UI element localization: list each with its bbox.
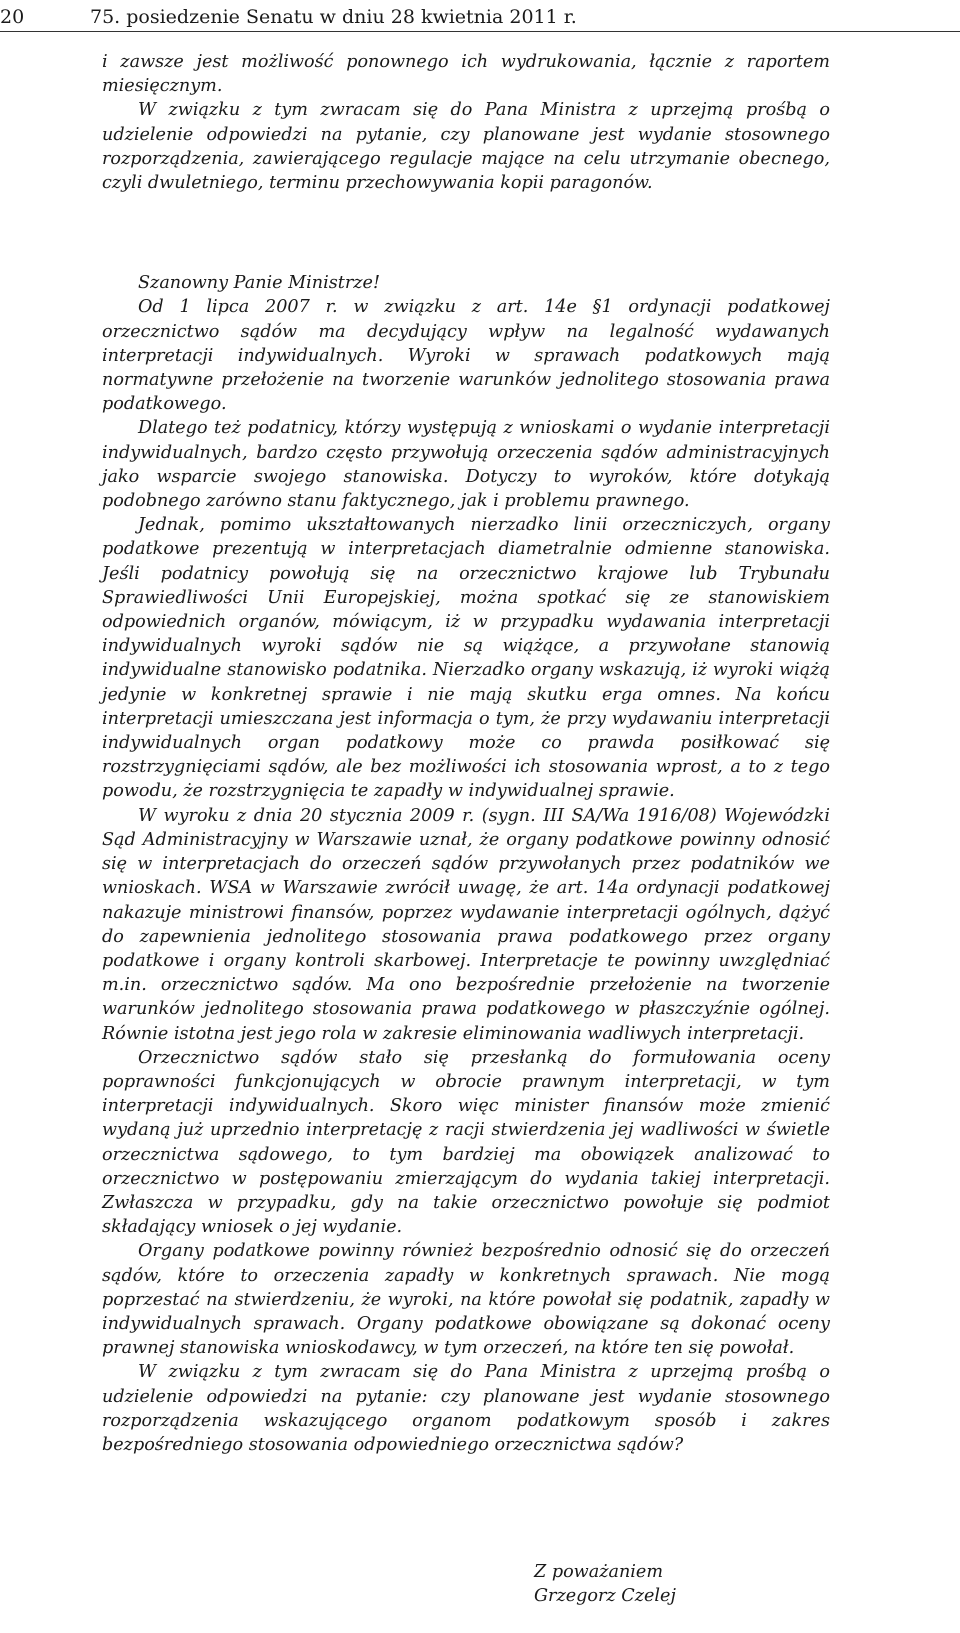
document-body — [102, 50, 830, 1457]
paragraph: Jednak, pomimo ukształtowanych nierzadko linii orzeczniczych, organy podatkowe prezentują w interpretacjach diametralnie odmienne stanowiska. Jeśli podatnicy powołują się na orzecznictwo krajowe lub Trybunału Sprawiedliwości Unii Europejskiej, można spotkać się ze stanowiskiem odpowiednich organów, mówiącym, iż w przypadku wydawania interpretacji indywidualnych wyroki sądów nie są wiążące, a przywołane stanowią indywidualne stanowisko podatnika. Nierzadko organy wskazują, iż wyroki wiążą jedynie w konkretnej sprawie i nie mają skutku erga omnes. Na końcu interpretacji umieszczana jest informacja o tym, że przy wydawaniu interpretacji indywidualnych organ podatkowy może co prawda posiłkować się rozstrzygnięciami sądów, ale bez możliwości ich stosowania wprost, a to z tego powodu, że rozstrzygnięcia te zapadły w indywidualnej sprawie. — [102, 515, 830, 802]
page-number: 20 — [0, 6, 25, 28]
paragraph: Organy podatkowe powinny również bezpośrednio odnosić się do orzeczeń sądów, które to orzeczenia zapadły w konkretnych sprawach. Nie mogą poprzestać na stwierdzeniu, że wyroki, na które powołał się podatnik, zapadły w indywidualnych sprawach. Organy podatkowe obowiązane są dokonać oceny prawnej stanowiska wnioskodawcy, w tym orzeczeń, na które ten się powołał. — [102, 1241, 830, 1359]
signatory-name: Grzegorz Czelej — [534, 1586, 676, 1607]
paragraph: W związku z tym zwracam się do Pana Ministra z uprzejmą prośbą o udzielenie odpowiedzi na pytanie, czy planowane jest wydanie stosownego rozporządzenia, zawierającego regulacje mające na celu utrzymanie obecnego, czyli dwuletniego, terminu przechowywania kopii paragonów. — [102, 100, 830, 194]
header-rule — [0, 31, 960, 32]
paragraph: Od 1 lipca 2007 r. w związku z art. 14e §1 ordynacji podatkowej orzecznictwo sądów ma decydujący wpływ na legalność wydawanych interpretacji indywidualnych. Wyroki w sprawach podatkowych mają normatywne przełożenie na tworzenie warunków jednolitego stosowania prawa podatkowego. — [102, 297, 830, 415]
section-gap — [102, 195, 830, 271]
running-title: 75. posiedzenie Senatu w dniu 28 kwietnia 2011 r. — [90, 6, 577, 28]
running-header — [0, 0, 960, 34]
paragraph: W związku z tym zwracam się do Pana Ministra z uprzejmą prośbą o udzielenie odpowiedzi na pytanie: czy planowane jest wydanie stosownego rozporządzenia wskazującego organom podatkowym sposób i zakres bezpośredniego stosowania odpowiedniego orzecznictwa sądów? — [102, 1362, 830, 1455]
paragraph: Dlatego też podatnicy, którzy występują z wnioskami o wydanie interpretacji indywidualnych, bardzo często przywołują orzeczenia sądów administracyjnych jako wsparcie swojego stanowiska. Dotyczy to wyroków, które dotykają podobnego zarówno stanu faktycznego, jak i problemu prawnego. — [102, 418, 830, 512]
closing-formula: Z poważaniem — [534, 1562, 664, 1582]
salutation: Szanowny Panie Ministrze! — [138, 273, 381, 294]
paragraph: i zawsze jest możliwość ponownego ich wydrukowania, łącznie z raportem miesięcznym. — [102, 52, 830, 97]
paragraph: W wyroku z dnia 20 stycznia 2009 r. (sygn. III SA/Wa 1916/08) Wojewódzki Sąd Administracyjny w Warszawie uznał, że organy podatkowe powinny odnosić się w interpretacjach do orzeczeń sądów przywołanych przez podatników we wnioskach. WSA w Warszawie zwrócił uwagę, że art. 14a ordynacji podatkowej nakazuje ministrowi finansów, poprzez wydawanie interpretacji ogólnych, dążyć do zapewnienia jednolitego stosowania prawa podatkowego przez organy podatkowe i organy kontroli skarbowej. Interpretacje te powinny uwzględniać m.in. orzecznictwo sądów. Ma ono bezpośrednie przełożenie na tworzenie warunków jednolitego stosowania prawa podatkowego w płaszczyźnie ogólnej. Równie istotna jest jego rola w zakresie eliminowania wadliwych interpretacji. — [102, 805, 830, 1044]
signature-block — [534, 1560, 676, 1608]
paragraph: Orzecznictwo sądów stało się przesłanką do formułowania oceny poprawności funkcjonujących w obrocie prawnym interpretacji, w tym interpretacji indywidualnych. Skoro więc minister finansów może zmienić wydaną już uprzednio interpretację z racji stwierdzenia jej wadliwości w świetle orzecznictwa sądowego, to tym bardziej ma obowiązek analizować to orzecznictwo w postępowaniu zmierzającym do wydania takiej interpretacji. Zwłaszcza w przypadku, gdy na takie orzecznictwo powołuje się podmiot składający wniosek o jej wydanie. — [102, 1047, 830, 1238]
